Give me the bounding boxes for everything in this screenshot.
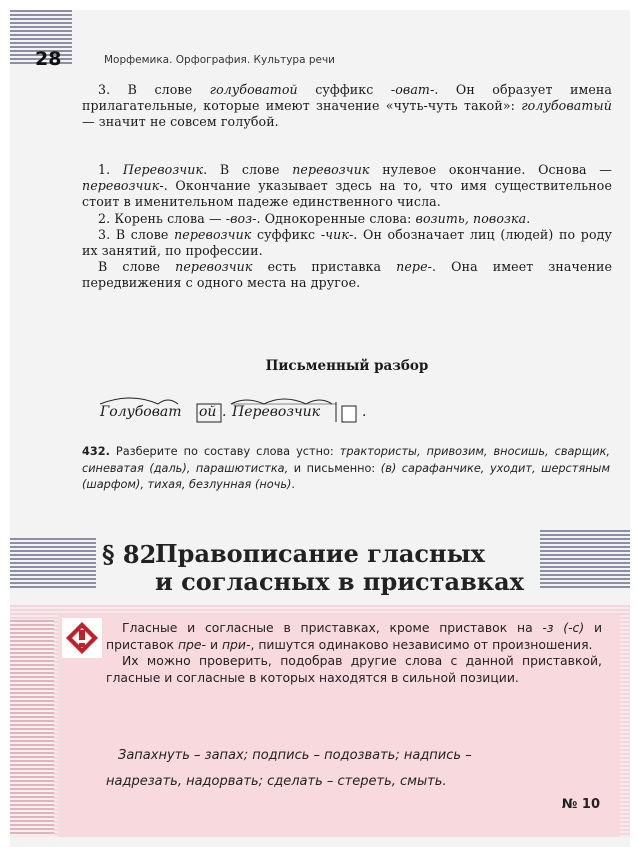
rule-reference-number: № 10 [561,797,600,812]
section-stripes-left [10,538,96,590]
parse-word2: Перевозчик [232,404,321,420]
written-parse: Голубоват ой . Перевозчик . [96,392,396,428]
page-header [20,48,610,72]
part3-paragraph: 3. В слове голубоватой суффикс -оват-. Он образует имена прилагательные, которые имеют значение «чуть-чуть такой»: голубоватый — значит не совсем голубой. [82,82,613,130]
written-parse-title: Письменный разбор [265,358,429,374]
rule-p2: Их можно проверить, подобрав другие слова с данной приставкой, гласные и согласные в которых находятся в сильной позиции. [106,653,602,685]
rule-p1: Гласные и согласные в приставках, кроме приставок на -з (-с) и приставок пре- и при-, пишутся одинаково независимо от произношения. [106,620,602,652]
analysis-p2: 2. Корень слова — -воз-. Однокоренные слова: возить, повозка. [98,210,531,226]
exercise-432: 432. Разберите по составу слова устно: трактористы, привозим, вносишь, сварщик, синеватая (даль), парашютистка, и письменно: (в) сарафанчике, уходит, шерстяным (шарфом), тихая, безлунная (ночь). [82,445,611,491]
parse-word1-ending: ой [199,404,217,420]
analysis-block [82,162,612,292]
parse-word1-stem: Голубоват [100,404,182,420]
warning-rule-icon [62,618,102,658]
analysis-p3: 3. В слове перевозчик суффикс -чик-. Он обозначает лиц (людей) по роду их занятий, по профессии. [82,226,613,259]
textbook-page [10,10,630,847]
section-title: Правописание гласных и согласных в приставках [155,539,524,596]
analysis-p1: 1. Перевозчик. В слове перевозчик нулевое окончание. Основа — перевозчик-. Окончание указывает здесь на то, что имя существительное стоит в именительном падеже единственного числа. [82,162,612,210]
section-number: § 82 [102,540,157,569]
rule-examples-line2: надрезать, надорвать; сделать – стереть, смыть. [106,774,447,789]
rule-text [106,620,602,686]
rule-examples-line1: Запахнуть – запах; подпись – подозвать; надпись – [118,748,472,763]
exercise-number: 432. [82,445,110,458]
page-number: 28 [35,48,62,70]
analysis-p4: В слове перевозчик есть приставка пере-. Она имеет значение передвижения с одного места на другое. [82,259,612,291]
section-heading [10,530,630,602]
rule-stripes-left [10,620,54,835]
running-title: Морфемика. Орфография. Культура речи [104,54,336,66]
